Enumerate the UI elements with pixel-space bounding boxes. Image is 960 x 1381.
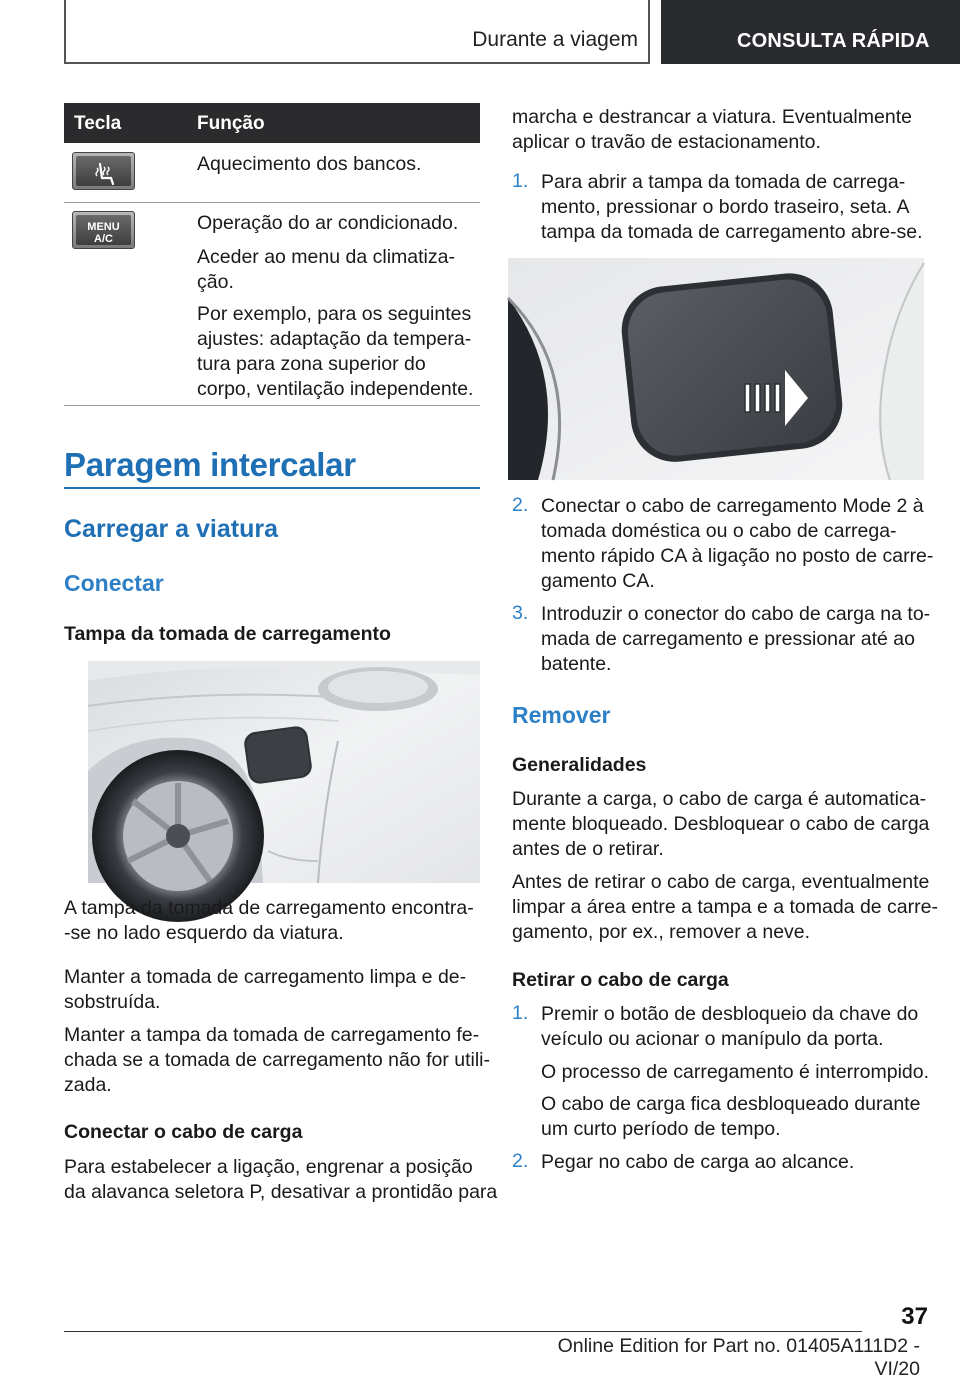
table-row1-text: Aquecimento dos bancos. bbox=[197, 153, 422, 175]
general-p1b: mente bloqueado. Desbloquear o cabo de carga bbox=[512, 813, 930, 835]
left-p3b: chada se a tomada de carregamento não for utili- bbox=[64, 1049, 491, 1071]
remove-step1-line-c: O processo de carregamento é interrompido. bbox=[541, 1061, 930, 1083]
table-row2-p1: Operação do ar condicionado. bbox=[197, 212, 459, 234]
general-p2b: limpar a área entre a tampa e a tomada de carre- bbox=[512, 896, 938, 918]
header-divider-left bbox=[64, 0, 66, 64]
heading-remove: Remover bbox=[512, 702, 611, 728]
remove-step1-line-b: veículo ou acionar o manípulo da porta. bbox=[541, 1028, 884, 1050]
step2-line-c: mento rápido CA à ligação no posto de carre- bbox=[541, 545, 934, 567]
heading-general: Generalidades bbox=[512, 754, 647, 776]
header-underline bbox=[64, 62, 650, 64]
header-section-title[interactable]: Durante a viagem bbox=[472, 28, 638, 51]
table-row2-p3c: tura para zona superior do bbox=[197, 353, 426, 375]
menu-ac-line1: MENU bbox=[87, 221, 120, 233]
seat-heating-icon bbox=[72, 152, 135, 190]
footer-rule bbox=[64, 1331, 862, 1332]
step1-line-a: Para abrir a tampa da tomada de carrega- bbox=[541, 171, 906, 193]
heading-charging-flap: Tampa da tomada de carregamento bbox=[64, 623, 391, 645]
left-p1a: A tampa da tomada de carregamento encontra- bbox=[64, 897, 474, 919]
step3-line-b: mada de carregamento e pressionar até ao bbox=[541, 628, 915, 650]
table-row-divider bbox=[64, 202, 480, 203]
step-number: 3. bbox=[512, 602, 529, 624]
step2-line-b: tomada doméstica ou o cabo de carrega- bbox=[541, 520, 897, 542]
step2-line-d: gamento CA. bbox=[541, 570, 655, 592]
general-p1c: antes de o retirar. bbox=[512, 838, 664, 860]
right-p0a: marcha e destrancar a viatura. Eventualmente bbox=[512, 106, 912, 128]
table-row2-p3a: Por exemplo, para os seguintes bbox=[197, 303, 472, 325]
right-p0b: aplicar o travão de estacionamento. bbox=[512, 131, 821, 153]
table-row2-p3d: corpo, ventilação independente. bbox=[197, 378, 474, 400]
left-p1b: -se no lado esquerdo da viatura. bbox=[64, 922, 344, 944]
header-tab[interactable] bbox=[661, 0, 960, 64]
step-number: 1. bbox=[512, 1002, 529, 1024]
heading-connect: Conectar bbox=[64, 570, 164, 596]
remove-step1-line-a: Premir o botão de desbloqueio da chave do bbox=[541, 1003, 919, 1025]
step-number: 2. bbox=[512, 1150, 529, 1172]
header-divider-mid bbox=[648, 0, 650, 64]
left-p3c: zada. bbox=[64, 1074, 112, 1096]
left-p2b: sobstruída. bbox=[64, 991, 161, 1013]
section-heading-rule bbox=[64, 487, 480, 489]
step3-line-c: batente. bbox=[541, 653, 612, 675]
car-charging-flap-image bbox=[88, 661, 480, 883]
general-p2c: gamento, por ex., remover a neve. bbox=[512, 921, 811, 943]
page-number: 37 bbox=[901, 1303, 928, 1330]
header-tab-label: CONSULTA RÁPIDA bbox=[737, 30, 930, 52]
charging-flap-arrow-image bbox=[508, 258, 924, 480]
section-heading-stopover: Paragem intercalar bbox=[64, 446, 356, 483]
left-p2a: Manter a tomada de carregamento limpa e de- bbox=[64, 966, 467, 988]
step1-line-c: tampa da tomada de carregamento abre-se. bbox=[541, 221, 923, 243]
step-number: 2. bbox=[512, 494, 529, 516]
general-p1a: Durante a carga, o cabo de carga é automatica- bbox=[512, 788, 927, 810]
step2-line-a: Conectar o cabo de carregamento Mode 2 à bbox=[541, 495, 924, 517]
table-row2-p2a: Aceder ao menu da climatiza- bbox=[197, 246, 455, 268]
footer-edition: Online Edition for Part no. 01405A111D2 - VI/20 bbox=[557, 1335, 920, 1380]
left-p4a: Para estabelecer a ligação, engrenar a posição bbox=[64, 1156, 473, 1178]
menu-ac-button-icon bbox=[72, 211, 135, 249]
table-row2-p3b: ajustes: adaptação da tempera- bbox=[197, 328, 472, 350]
remove-step1-line-d: O cabo de carga fica desbloqueado durante bbox=[541, 1093, 921, 1115]
table-bottom-divider bbox=[64, 405, 480, 406]
menu-ac-line2: A/C bbox=[94, 233, 113, 245]
left-p4b: da alavanca seletora P, desativar a prontidão para bbox=[64, 1181, 498, 1203]
heading-connect-cable: Conectar o cabo de carga bbox=[64, 1121, 303, 1143]
step3-line-a: Introduzir o conector do cabo de carga na to- bbox=[541, 603, 931, 625]
left-p3a: Manter a tampa da tomada de carregamento fe- bbox=[64, 1024, 480, 1046]
general-p2a: Antes de retirar o cabo de carga, eventualmente bbox=[512, 871, 930, 893]
table-header bbox=[64, 103, 480, 143]
heading-charge-vehicle: Carregar a viatura bbox=[64, 515, 279, 543]
table-header-function: Função bbox=[197, 113, 265, 134]
remove-step2-line-a: Pegar no cabo de carga ao alcance. bbox=[541, 1151, 855, 1173]
table-header-key: Tecla bbox=[74, 113, 122, 134]
step-number: 1. bbox=[512, 170, 529, 192]
step1-line-b: mento, pressionar o bordo traseiro, seta. A bbox=[541, 196, 910, 218]
table-row2-p2b: ção. bbox=[197, 271, 234, 293]
heading-remove-cable: Retirar o cabo de carga bbox=[512, 969, 729, 991]
remove-step1-line-e: um curto período de tempo. bbox=[541, 1118, 781, 1140]
